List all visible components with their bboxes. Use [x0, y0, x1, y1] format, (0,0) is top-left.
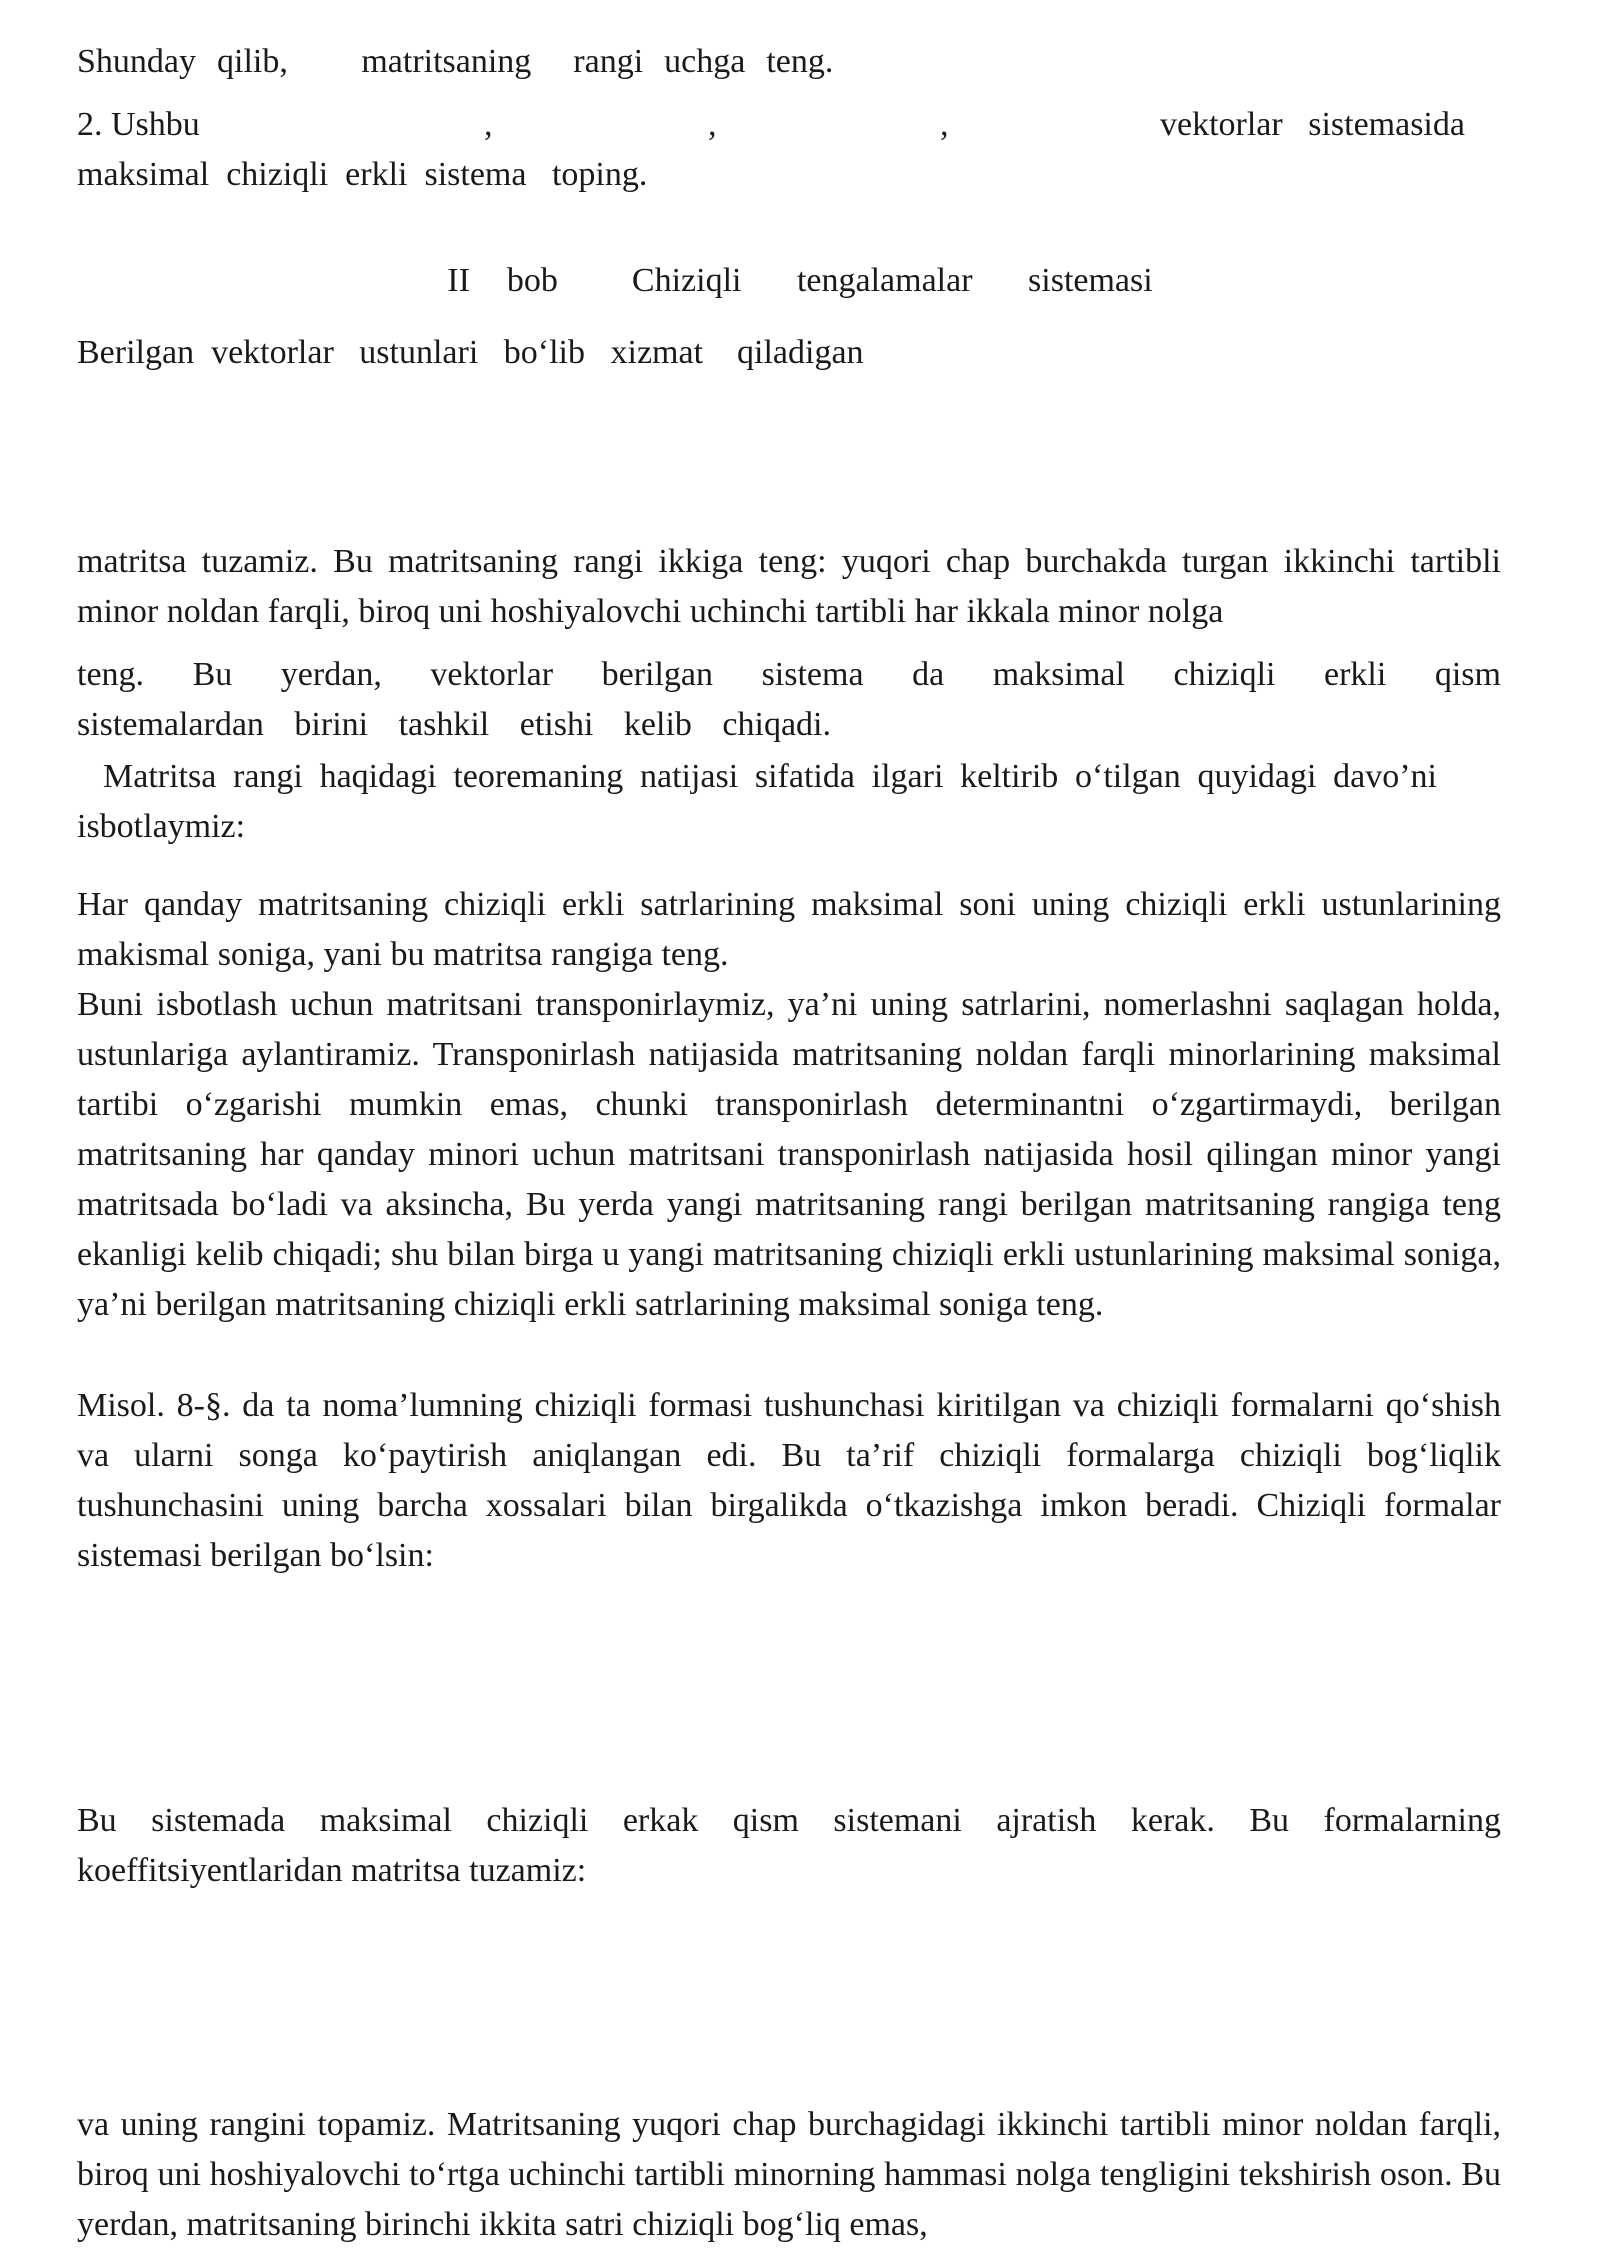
exercise-line-2: maksimal chiziqli erkli sistema toping. [77, 156, 648, 193]
example-paragraph: Misol. 8-§. da ta noma’lumning chiziqli formasi tushunchasi kiritilgan va chiziqli formalarni qo‘shish va ularni songa ko‘paytirish aniqlangan edi. Bu ta’rif chiziqli formalarga chiziqli bog‘liqlik tushunchasini uning barcha xossalari bilan birgalikda o‘tkazishga imkon beradi. Chiziqli formalar sistemasi berilgan bo‘lsin: [77, 1387, 1501, 1574]
exercise-number: 2. Ushbu [77, 106, 200, 143]
exercise-line-tail: vektorlar sistemasida [1160, 106, 1465, 143]
comma: , [940, 106, 949, 143]
proof-paragraph: Buni isbotlash uchun matritsani transponirlaymiz, ya’ni uning satrlarini, nomerlashni saqlagan holda, ustunlariga aylantiramiz. Transponirlash natijasida matritsaning noldan farqli minorlarining maksimal tartibi o‘zgarishi mumkin emas, chunki transponirlash determinantni o‘zgartirmaydi, berilgan matritsaning har qanday minori uchun matritsani transponirlash natijasida hosil qilingan minor yangi matritsada bo‘ladi va aksincha, Bu yerda yangi matritsaning rangi berilgan matritsaning rangiga teng ekanligi kelib chiqadi; shu bilan birga u yangi matritsaning chiziqli erkli ustunlarining maksimal soniga, ya’ni berilgan matritsaning chiziqli erkli satrlarining maksimal soniga teng. [77, 986, 1501, 1323]
corollary-paragraph: Matritsa rangi haqidagi teoremaning natijasi sifatida ilgari keltirib o‘tilgan quyidagi davo’ni isbotlaymiz: [77, 758, 1437, 845]
rank-result-line: Shunday qilib, matritsaning rangi uchga teng. [77, 43, 834, 80]
comma: , [484, 106, 493, 143]
subsystem-paragraph: Bu sistemada maksimal chiziqli erkak qism sistemani ajratish kerak. Bu formalarning koeffitsiyentlaridan matritsa tuzamiz: [77, 1802, 1501, 1889]
rank-paragraph-1: matritsa tuzamiz. Bu matritsaning rangi ikkiga teng: yuqori chap burchakda turgan ikkinchi tartibli minor noldan farqli, biroq uni hoshiyalovchi uchinchi tartibli har ikkala minor nolga [77, 543, 1501, 630]
rank-paragraph-2: teng. Bu yerdan, vektorlar berilgan sistema da maksimal chiziqli erkli qism sistemalardan birini tashkil etishi kelib chiqadi. [77, 656, 1501, 743]
theorem-paragraph: Har qanday matritsaning chiziqli erkli satrlarining maksimal soni uning chiziqli erkli ustunlarining makismal soniga, yani bu matritsa rangiga teng. [77, 886, 1501, 973]
comma: , [708, 106, 717, 143]
chapter-heading: II bob Chiziqli tengalamalar sistemasi [447, 262, 1153, 300]
intro-paragraph: Berilgan vektorlar ustunlari bo‘lib xizmat qiladigan [77, 334, 864, 371]
final-paragraph: va uning rangini topamiz. Matritsaning yuqori chap burchagidagi ikkinchi tartibli minor noldan farqli, biroq uni hoshiyalovchi to‘rtga uchinchi tartibli minorning hammasi nolga tengligini tekshirish oson. Bu yerdan, matritsaning birinchi ikkita satri chiziqli bog‘liq emas, [77, 2106, 1501, 2243]
